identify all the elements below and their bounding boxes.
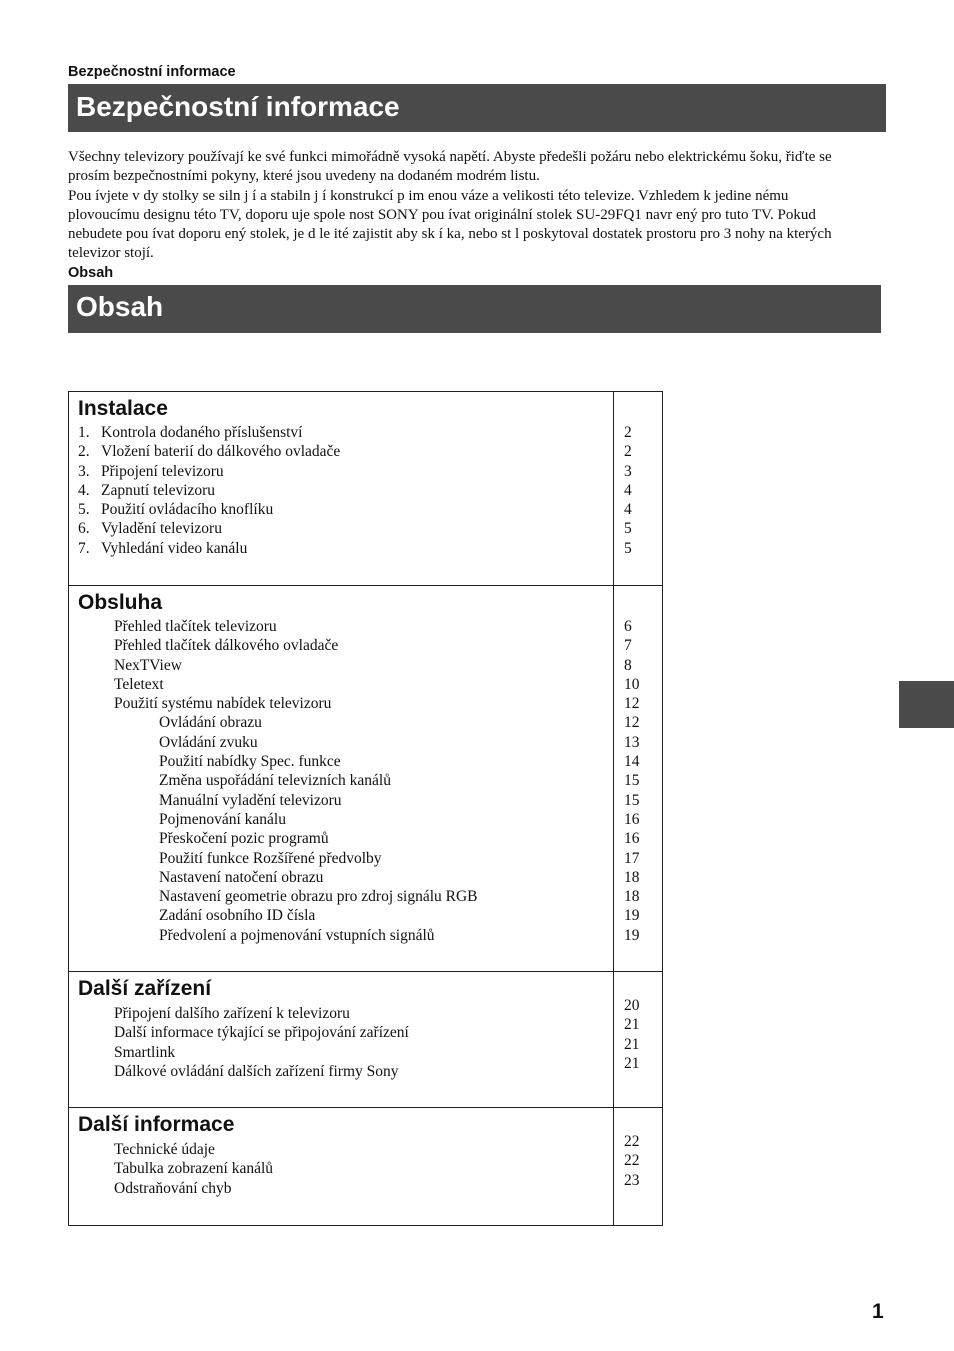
toc-entry-label: Přehled tlačítek dálkového ovladače bbox=[114, 637, 339, 655]
toc-entry-page: 21 bbox=[624, 1035, 640, 1053]
toc-entry-page: 15 bbox=[624, 791, 640, 809]
toc-entry-label: Další informace týkající se připojování zařízení bbox=[114, 1024, 409, 1042]
toc-section-title: Další zařízení bbox=[78, 977, 212, 1000]
toc-entry-label: Použití funkce Rozšířené předvolby bbox=[159, 849, 382, 867]
toc-entry-page: 3 bbox=[624, 462, 632, 480]
toc-entry-page: 18 bbox=[624, 888, 640, 906]
toc-entry-page: 13 bbox=[624, 733, 640, 751]
toc-page-list bbox=[624, 617, 640, 945]
toc-entry-page: 19 bbox=[624, 907, 640, 925]
contents-title: Obsah bbox=[76, 291, 164, 322]
toc-entry-label: Teletext bbox=[114, 675, 164, 693]
toc-entry-label: Vyladění televizoru bbox=[101, 520, 222, 538]
toc-entry-page: 23 bbox=[624, 1171, 640, 1189]
toc-entry-page: 16 bbox=[624, 810, 640, 828]
toc-entry-label: Předvolení a pojmenování vstupních signálů bbox=[159, 926, 435, 944]
toc-entry-label: Přeskočení pozic programů bbox=[159, 830, 329, 848]
toc-entry-page: 17 bbox=[624, 849, 640, 867]
toc-entry-label: Zapnutí televizoru bbox=[101, 481, 216, 499]
toc-entry-label: Použití nabídky Spec. funkce bbox=[159, 753, 341, 771]
toc-entry-page: 21 bbox=[624, 1054, 640, 1072]
toc-section bbox=[69, 586, 662, 972]
toc-entry-page: 21 bbox=[624, 1016, 640, 1034]
safety-line: Pou ívjete v dy stolky se siln j í a stabiln j í konstrukcí p im enou váze a velikosti této televize. Vzhledem k jedine nému bbox=[68, 187, 789, 204]
toc-entry-number: 4. bbox=[78, 481, 90, 499]
toc-entry-label: Dálkové ovládání dalších zařízení firmy Sony bbox=[114, 1062, 399, 1080]
toc-entry-page: 5 bbox=[624, 520, 632, 538]
toc-entry-number: 1. bbox=[78, 424, 90, 441]
table-of-contents bbox=[68, 391, 663, 1226]
page-number: 1 bbox=[872, 1300, 884, 1323]
toc-entry-label: Připojení televizoru bbox=[101, 462, 224, 480]
toc-entry-page: 5 bbox=[624, 539, 632, 557]
toc-entry-page: 6 bbox=[624, 618, 632, 635]
toc-section-title: Instalace bbox=[78, 397, 168, 420]
safety-small-heading: Bezpečnostní informace bbox=[68, 64, 236, 80]
safety-title-band bbox=[68, 84, 886, 132]
toc-entry-number: 7. bbox=[78, 539, 90, 557]
toc-page-list bbox=[624, 423, 632, 558]
toc-entry-page: 2 bbox=[624, 443, 632, 461]
toc-entry-number: 6. bbox=[78, 520, 90, 538]
toc-entry-label: Manuální vyladění televizoru bbox=[159, 791, 342, 809]
toc-entry-label: Použití systému nabídek televizoru bbox=[114, 695, 332, 713]
toc-entry-label: Odstraňování chyb bbox=[114, 1179, 232, 1197]
toc-column-divider bbox=[613, 586, 614, 971]
toc-entry-label: Nastavení natočení obrazu bbox=[159, 868, 324, 886]
toc-entry-page: 4 bbox=[624, 481, 632, 499]
toc-entry-label: Ovládání zvuku bbox=[159, 733, 258, 751]
toc-entry-page: 22 bbox=[624, 1133, 640, 1150]
safety-line: plovoucímu designu této TV, doporu uje spole nost SONY pou ívat originální stolek SU-29FQ1 navr ený pro tuto TV. Pokud bbox=[68, 206, 816, 223]
toc-entry-label: Připojení dalšího zařízení k televizoru bbox=[114, 1005, 350, 1022]
toc-page-list bbox=[624, 996, 640, 1073]
toc-entry-page: 12 bbox=[624, 714, 640, 732]
toc-entry-label: Technické údaje bbox=[114, 1141, 215, 1158]
toc-entry-label: Vložení baterií do dálkového ovladače bbox=[101, 443, 341, 461]
toc-entry-page: 8 bbox=[624, 656, 632, 674]
contents-small-heading: Obsah bbox=[68, 265, 114, 281]
toc-entry-label: Zadání osobního ID čísla bbox=[159, 907, 316, 925]
toc-section bbox=[69, 392, 662, 586]
safety-line: Všechny televizory používají ke své funkci mimořádně vysoká napětí. Abyste předešli požáru nebo elektrickému šoku, řiďte se bbox=[68, 149, 832, 165]
toc-entry-page: 22 bbox=[624, 1152, 640, 1170]
safety-line: nebudete pou ívat doporu ený stolek, je d le ité zajistit aby sk í ka, nebo st l poskytoval dostatek prostoru pro 3 nohy na kterých bbox=[68, 226, 832, 243]
toc-section bbox=[69, 972, 662, 1108]
toc-entry-label: NexTView bbox=[114, 656, 182, 674]
toc-entry-page: 2 bbox=[624, 424, 632, 441]
toc-entry-number: 5. bbox=[78, 501, 90, 519]
toc-entry-page: 4 bbox=[624, 501, 632, 519]
toc-entry-label: Přehled tlačítek televizoru bbox=[114, 618, 277, 635]
contents-title-band bbox=[68, 285, 881, 333]
toc-entry-page: 10 bbox=[624, 675, 640, 693]
toc-entry-number: 3. bbox=[78, 462, 90, 480]
safety-paragraph bbox=[68, 148, 888, 264]
toc-entry-label: Pojmenování kanálu bbox=[159, 810, 286, 828]
toc-entry-page: 7 bbox=[624, 637, 632, 655]
toc-entry-label: Nastavení geometrie obrazu pro zdroj signálu RGB bbox=[159, 888, 478, 906]
toc-entry-number: 2. bbox=[78, 443, 90, 461]
toc-entry-page: 19 bbox=[624, 926, 640, 944]
toc-entry-page: 18 bbox=[624, 868, 640, 886]
toc-entry-label: Ovládání obrazu bbox=[159, 714, 262, 732]
toc-entry-label: Kontrola dodaného příslušenství bbox=[101, 424, 303, 441]
toc-entry-page: 12 bbox=[624, 695, 640, 713]
toc-entry-label: Změna uspořádání televizních kanálů bbox=[159, 772, 391, 790]
safety-line: televizor stojí. bbox=[68, 245, 154, 262]
toc-entry-page: 15 bbox=[624, 772, 640, 790]
toc-entry-label: Smartlink bbox=[114, 1043, 176, 1061]
toc-entry-page: 20 bbox=[624, 997, 640, 1014]
safety-title: Bezpečnostní informace bbox=[76, 91, 400, 122]
toc-entry-label: Vyhledání video kanálu bbox=[101, 539, 248, 557]
toc-column-divider bbox=[613, 972, 614, 1107]
toc-column-divider bbox=[613, 1108, 614, 1225]
toc-section-title: Další informace bbox=[78, 1113, 235, 1136]
toc-page-list bbox=[624, 1132, 640, 1190]
toc-column-divider bbox=[613, 392, 614, 585]
toc-entry-page: 14 bbox=[624, 753, 640, 771]
toc-section-title: Obsluha bbox=[78, 591, 163, 614]
toc-entry-label: Použití ovládacího knoflíku bbox=[101, 501, 274, 519]
safety-line: prosím bezpečnostními pokyny, které jsou uvedeny na dodaném modrém listu. bbox=[68, 168, 540, 185]
section-tab-marker bbox=[899, 681, 954, 728]
toc-entry-label: Tabulka zobrazení kanálů bbox=[114, 1160, 274, 1178]
toc-entry-page: 16 bbox=[624, 830, 640, 848]
toc-section bbox=[69, 1108, 662, 1225]
